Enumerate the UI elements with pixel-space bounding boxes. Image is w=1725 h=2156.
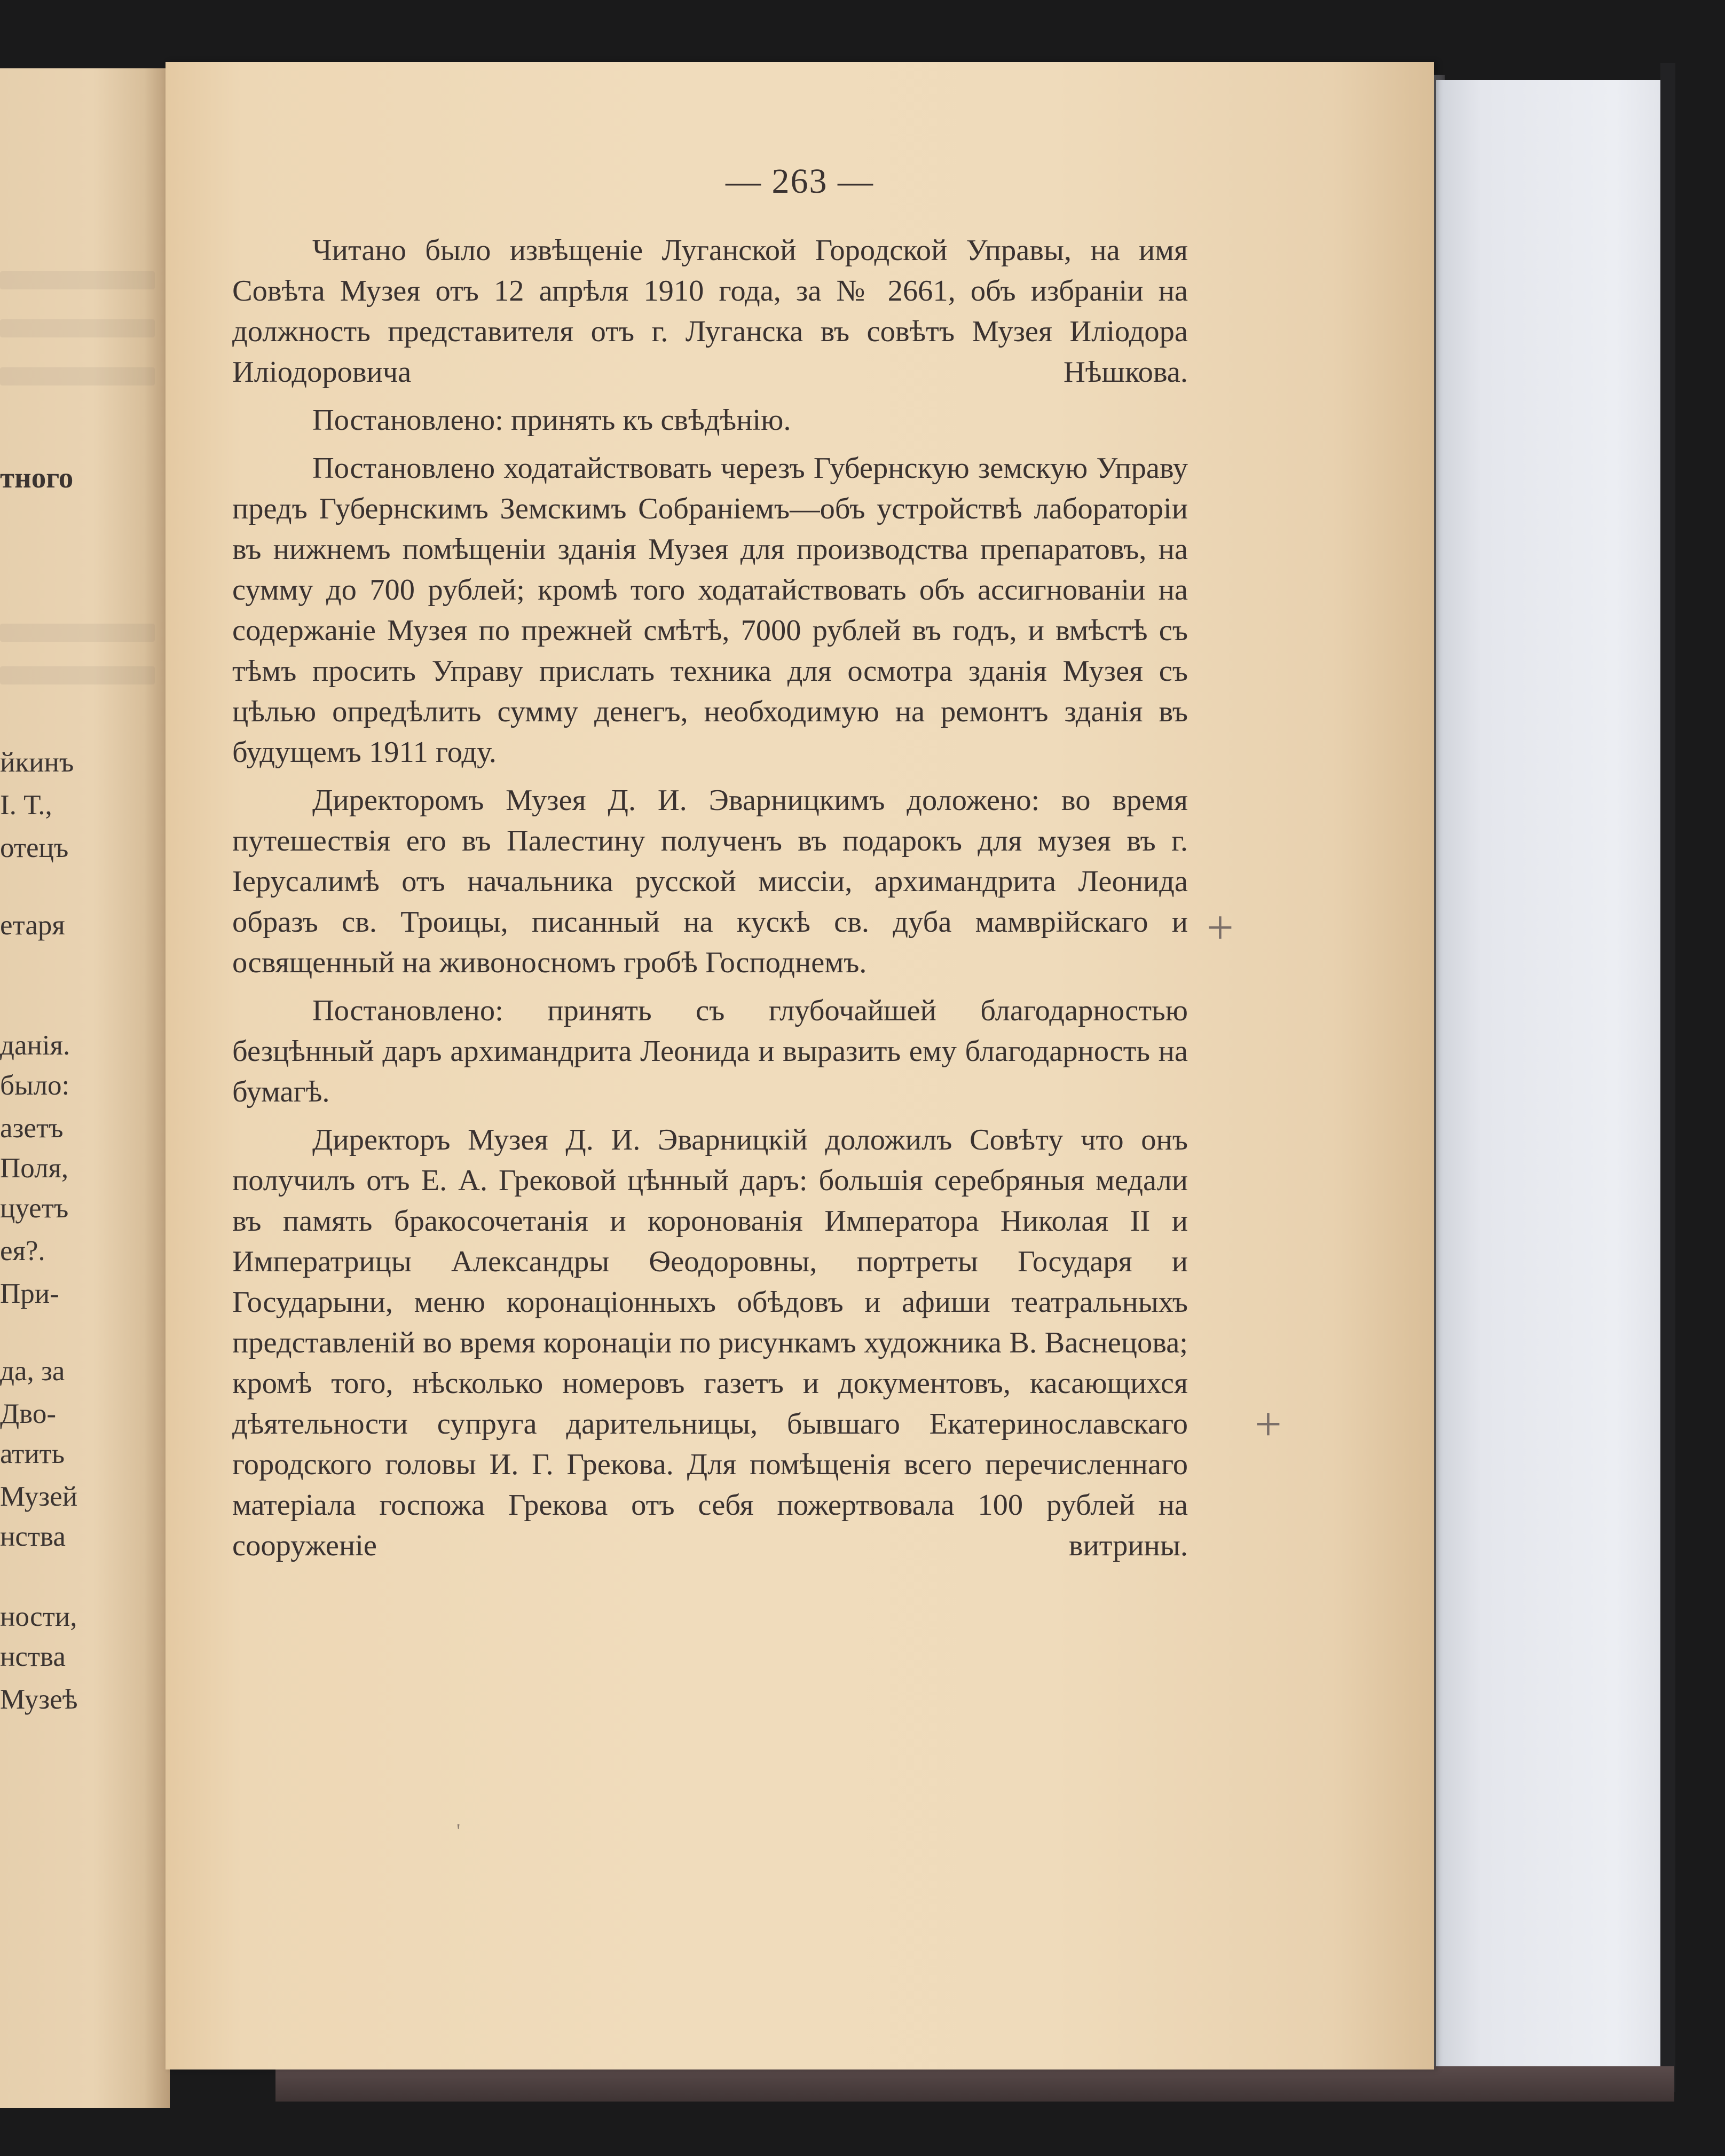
- blank-insert-sheet: [1436, 80, 1660, 2077]
- left-page-fragment: Музеѣ: [0, 1684, 78, 1715]
- main-page: [166, 62, 1434, 2070]
- faint-bleed-text: [0, 624, 155, 642]
- left-page-fragment: тного: [0, 461, 74, 494]
- left-page-fragment: Музей: [0, 1481, 78, 1512]
- paper-speck: ': [456, 1819, 461, 1843]
- page-number: — 263 —: [726, 162, 874, 201]
- scanner-border: [1660, 63, 1675, 2092]
- left-page-fragment: азетъ: [0, 1113, 64, 1144]
- book-cover-edge: [275, 2066, 1674, 2102]
- page-body: [232, 230, 1188, 1573]
- left-page-fragment: При-: [0, 1278, 59, 1309]
- left-page-fragment: да, за: [0, 1356, 65, 1387]
- pencil-margin-mark: +: [1207, 901, 1234, 954]
- left-page-fragment: йкинъ: [0, 747, 74, 778]
- left-page-fragment: етаря: [0, 910, 65, 941]
- faint-bleed-text: [0, 271, 155, 289]
- paragraph: Постановлено ходатайствовать черезъ Губернскую земскую Управу предъ Губернскимъ Земскимъ Собраніемъ—объ устройствѣ лабораторіи въ нижнемъ помѣщеніи зданія Музея для производства препаратовъ, на сумму до 700 рублей; кромѣ того ходатайствовать объ ассигнованіи на содержаніе Музея по прежней смѣтѣ, 7000 рублей въ годъ, и вмѣстѣ съ тѣмъ просить Управу прислать техника для осмотра зданія Музея съ цѣлью опредѣлить сумму денегъ, необходимую на ремонтъ зданія въ будущемъ 1911 году.: [232, 452, 1188, 769]
- left-page-fragment: отецъ: [0, 832, 69, 863]
- left-page-fragment: атить: [0, 1438, 65, 1469]
- left-page-fragment: ея?.: [0, 1236, 45, 1266]
- paragraph: Постановлено: принять съ глубочайшей благодарностью безцѣнный даръ архимандрита Леонида и выразить ему благодарность на бумагѣ.: [232, 994, 1188, 1108]
- left-page-fragment: Поля,: [0, 1153, 69, 1184]
- pencil-margin-mark: +: [1255, 1398, 1282, 1451]
- left-page-fragment: было:: [0, 1070, 70, 1101]
- left-page-fragment: цуетъ: [0, 1193, 69, 1224]
- left-page-fragment: нства: [0, 1521, 66, 1552]
- faint-bleed-text: [0, 367, 155, 385]
- left-page-fragment: Дво-: [0, 1398, 56, 1429]
- left-page-fragment: ности,: [0, 1601, 77, 1632]
- paragraph: Директоръ Музея Д. И. Эварницкій доложилъ Совѣту что онъ получилъ отъ Е. А. Грековой цѣнный даръ: большія серебряныя медали въ память бракосочетанія и коронованія Императора Николая II и Императрицы Александры Ѳеодоровны, портреты Государя и Государыни, меню коронаціонныхъ обѣдовъ и афиши театральныхъ представленій во время коронаціи по рисункамъ художника В. Васнецова; кромѣ того, нѣсколько номеровъ газетъ и документовъ, касающихся дѣятельности супруга дарительницы, бывшаго Екатеринославскаго городского головы И. Г. Грекова. Для помѣщенія всего перечисленнаго матеріала госпожа Грекова отъ себя пожертвовала 100 рублей на сооруженіе витрины.: [232, 1123, 1188, 1562]
- left-page-fragment: данія.: [0, 1030, 70, 1061]
- faint-bleed-text: [0, 319, 155, 337]
- faint-bleed-text: [0, 666, 155, 684]
- paragraph: Читано было извѣщеніе Луганской Городской Управы, на имя Совѣта Музея отъ 12 апрѣля 1910 года, за № 2661, объ избраніи на должность представителя отъ г. Луганска въ совѣтъ Музея Иліодора Иліодоровича Нѣшкова.: [232, 234, 1188, 389]
- facing-left-page: [0, 68, 170, 2108]
- left-page-fragment: нства: [0, 1641, 66, 1672]
- paragraph: Постановлено: принять къ свѣдѣнію.: [312, 404, 791, 437]
- left-page-fragment: I. Т.,: [0, 790, 52, 821]
- paragraph: Директоромъ Музея Д. И. Эварницкимъ доложено: во время путешествія его въ Палестину полученъ въ подарокъ для музея въ г. Іерусалимѣ отъ начальника русской миссіи, архимандрита Леонида образъ св. Троицы, писанный на кускѣ св. дуба мамврійскаго и освященный на живоносномъ гробѣ Господнемъ.: [232, 784, 1188, 979]
